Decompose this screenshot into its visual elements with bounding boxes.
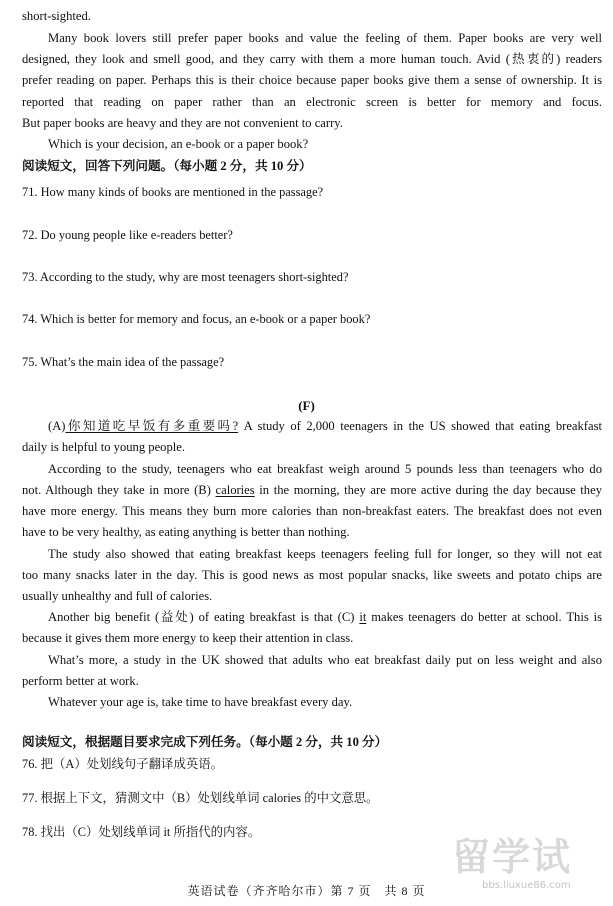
passage-e-line-2: Many book lovers still prefer paper books and value the feeling of them. Paper books are very well (48, 31, 602, 45)
instruction-f: 阅读短文，根据题目要求完成下列任务。（每小题 2 分，共 10 分） (22, 735, 388, 749)
watermark (452, 836, 612, 898)
passage-f-p5-line-1: What’s more, a study in the UK showed that adults who eat breakfast daily put on less weight and also (48, 653, 602, 667)
passage-f-p6-line-1: Whatever your age is, take time to have breakfast every day. (48, 695, 353, 709)
passage-f-p2-line-3: have more energy. This means they burn more calories than non-breakfast eaters. The breakfast does not even (22, 504, 602, 518)
underlined-sentence-a: 你知道吃早饭有多重要吗? (65, 419, 239, 433)
passage-f-p3-line-1: The study also showed that eating breakfast keeps teenagers feeling full for longer, so they will not eat (48, 547, 602, 561)
question-73: 73. According to the study, why are most teenagers short-sighted? (22, 270, 349, 284)
passage-f-p3-line-3: usually unhealthy and full of calories. (22, 589, 213, 603)
passage-f-p4-line-1 (48, 609, 602, 625)
question-76: 76. 把（A）处划线句子翻译成英语。 (22, 757, 224, 771)
passage-f-p2-line-2 (22, 482, 602, 498)
p2-l2-b: in the morning, they are more active during the day because they (254, 483, 602, 497)
question-72: 72. Do young people like e-readers better? (22, 228, 233, 242)
question-78: 78. 找出（C）处划线单词 it 所指代的内容。 (22, 825, 261, 839)
question-77: 77. 根据上下文，猜测文中（B）处划线单词 calories 的中文意思。 (22, 791, 379, 805)
passage-f-p1-line-1 (48, 418, 602, 434)
p4-l1-b: makes teenagers do better at school. This is (366, 610, 602, 624)
passage-e-line-4: prefer reading on paper. Perhaps this is their choice because paper books give them a sense of ownership. It is (22, 73, 602, 87)
underlined-word-calories: calories (215, 483, 255, 497)
passage-f-p4-line-2: because it gives them more energy to keep their attention in class. (22, 631, 354, 645)
p4-l1-a: Another big benefit (益处) of eating breakfast is that (C) (48, 610, 360, 624)
passage-f-p1-line-2: daily is helpful to young people. (22, 440, 185, 454)
watermark-logo: 留学试 (452, 835, 573, 879)
passage-e-line-1: short-sighted. (22, 9, 91, 23)
underlined-word-it: it (359, 610, 367, 624)
passage-f-p2-line-1: According to the study, teenagers who eat breakfast weigh around 5 pounds less than teenagers who do (48, 462, 602, 476)
passage-f-p2-line-4: have to be very healthy, as eating anything is better than nothing. (22, 525, 350, 539)
passage-e-line-5: reported that reading on paper rather than an electronic screen is better for memory and focus. (22, 95, 602, 109)
passage-e-line-6: But paper books are heavy and they are not convenient to carry. (22, 116, 343, 130)
question-71: 71. How many kinds of books are mentioned in the passage? (22, 185, 324, 199)
passage-e-line-3: designed, they look and smell good, and they carry with them a more human touch. Avid (热衷的) readers (22, 52, 602, 66)
section-heading-f: (F) (298, 398, 315, 413)
instruction-e: 阅读短文，回答下列问题。（每小题 2 分，共 10 分） (22, 159, 312, 173)
p1-rest: A study of 2,000 teenagers in the US showed that eating breakfast (238, 419, 602, 433)
passage-e-line-7: Which is your decision, an e-book or a paper book? (48, 137, 309, 151)
question-75: 75. What’s the main idea of the passage? (22, 355, 225, 369)
p2-l2-a: not. Although they take in more (B) (22, 483, 216, 497)
watermark-url: bbs.liuxue86.com (482, 880, 571, 891)
page-footer: 英语试卷（齐齐哈尔市）第 7 页 共 8 页 (187, 884, 426, 898)
label-a: (A) (48, 419, 66, 433)
passage-f-p3-line-2: too many snacks later in the day. This is good news as most popular snacks, like sweets and potato chips are (22, 568, 602, 582)
question-74: 74. Which is better for memory and focus, an e-book or a paper book? (22, 312, 371, 326)
passage-f-p5-line-2: perform better at work. (22, 674, 139, 688)
